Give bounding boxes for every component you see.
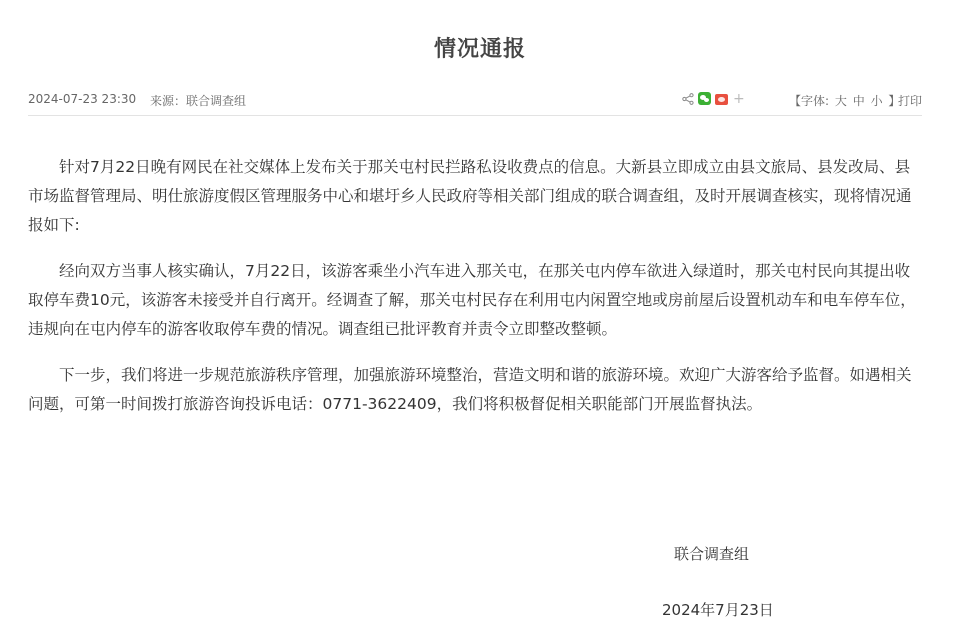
article-source: 来源：联合调查组 bbox=[150, 94, 247, 108]
signature-date: 2024年7月23日 bbox=[662, 601, 774, 619]
wechat-icon[interactable] bbox=[698, 92, 711, 105]
more-share-icon[interactable]: + bbox=[733, 90, 745, 107]
font-large-button[interactable]: 大 bbox=[834, 94, 847, 108]
paragraph-2: 经向双方当事人核实确认，7月22日，该游客乘坐小汽车进入那关屯，在那关屯内停车欲进入绿道时，那关屯村民向其提出收取停车费10元，该游客未接受并自行离开。经调查了解，那关屯村民存在利用屯内闲置空地或房前屋后设置机动车和电车停车位，违规向在屯内停车的游客收取停车费的情况。调查组已批评教育并责令立即整改整顿。 bbox=[28, 262, 916, 338]
weibo-icon[interactable] bbox=[715, 94, 728, 105]
font-label-open: 【字体: bbox=[789, 94, 830, 108]
share-icon[interactable] bbox=[682, 93, 694, 105]
font-medium-button[interactable]: 中 bbox=[852, 94, 865, 108]
font-small-button[interactable]: 小 bbox=[870, 94, 883, 108]
signature: 联合调查组 bbox=[674, 545, 750, 563]
paragraph-3: 下一步，我们将进一步规范旅游秩序管理，加强旅游环境整治，营造文明和谐的旅游环境。欢迎广大游客给予监督。如遇相关问题，可第一时间拨打旅游咨询投诉电话：0771-3622409，我们将积极督促相关职能部门开展监督执法。 bbox=[28, 366, 912, 413]
article-meta bbox=[28, 92, 922, 110]
font-size-selector bbox=[788, 92, 901, 109]
publish-date: 2024-07-23 23:30 bbox=[28, 92, 137, 106]
header-divider bbox=[28, 115, 922, 116]
font-label-close: 】 bbox=[888, 94, 901, 108]
print-button[interactable]: 打印 bbox=[897, 94, 922, 108]
page-title: 情况通报 bbox=[433, 37, 526, 62]
article-body bbox=[28, 153, 924, 436]
share-toolbar bbox=[682, 92, 745, 105]
paragraph-1: 针对7月22日晚有网民在社交媒体上发布关于那关屯村民拦路私设收费点的信息。大新县立即成立由县文旅局、县发改局、县市场监督管理局、明仕旅游度假区管理服务中心和堪圩乡人民政府等相关部门组成的联合调查组，及时开展调查核实，现将情况通报如下: bbox=[28, 158, 912, 234]
